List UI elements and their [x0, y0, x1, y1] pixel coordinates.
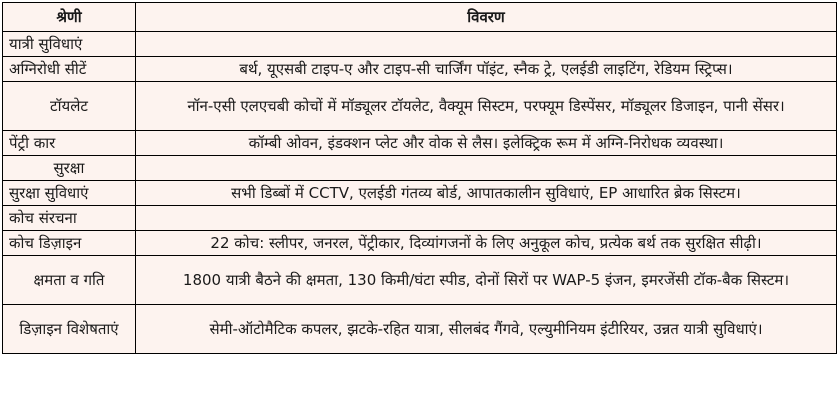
- row-description: सेमी-ऑटोमैटिक कपलर, झटके-रहित यात्रा, सीलबंद गैंगवे, एल्युमीनियम इंटीरियर, उन्नत यात्री सुविधाएं।: [136, 305, 837, 354]
- header-row: [3, 3, 837, 32]
- table-row: [3, 156, 837, 181]
- row-label: कोच संरचना: [3, 206, 136, 231]
- row-description: सभी डिब्बों में CCTV, एलईडी गंतव्य बोर्ड, आपातकालीन सुविधाएं, EP आधारित ब्रेक सिस्टम।: [136, 181, 837, 206]
- table-row: [3, 206, 837, 231]
- table-row: [3, 82, 837, 131]
- table-row: [3, 305, 837, 354]
- row-description: 1800 यात्री बैठने की क्षमता, 130 किमी/घंटा स्पीड, दोनों सिरों पर WAP-5 इंजन, इमरजेंसी टॉक-बैक सिस्टम।: [136, 256, 837, 305]
- table-row: [3, 231, 837, 256]
- row-label: सुरक्षा सुविधाएं: [3, 181, 136, 206]
- row-label: पेंट्री कार: [3, 131, 136, 156]
- table-row: [3, 57, 837, 82]
- table-row: [3, 181, 837, 206]
- row-label: टॉयलेट: [3, 82, 136, 131]
- header-category: श्रेणी: [3, 3, 136, 32]
- features-table: [2, 2, 837, 354]
- row-label: कोच डिज़ाइन: [3, 231, 136, 256]
- row-description: [136, 156, 837, 181]
- row-label: सुरक्षा: [3, 156, 136, 181]
- table-row: [3, 256, 837, 305]
- row-label: यात्री सुविधाएं: [3, 32, 136, 57]
- row-description: बर्थ, यूएसबी टाइप-ए और टाइप-सी चार्जिंग पॉइंट, स्नैक ट्रे, एलईडी लाइटिंग, रेडियम स्ट्रिप्स।: [136, 57, 837, 82]
- row-description: 22 कोच: स्लीपर, जनरल, पेंट्रीकार, दिव्यांगजनों के लिए अनुकूल कोच, प्रत्येक बर्थ तक सुरक्षित सीढ़ी।: [136, 231, 837, 256]
- row-label: डिज़ाइन विशेषताएं: [3, 305, 136, 354]
- row-description: कॉम्बी ओवन, इंडक्शन प्लेट और वोक से लैस। इलेक्ट्रिक रूम में अग्नि-निरोधक व्यवस्था।: [136, 131, 837, 156]
- table-row: [3, 131, 837, 156]
- row-description: नॉन-एसी एलएचबी कोचों में मॉड्यूलर टॉयलेट, वैक्यूम सिस्टम, परफ्यूम डिस्पेंसर, मॉड्यूलर डिजाइन, पानी सेंसर।: [136, 82, 837, 131]
- row-label: क्षमता व गति: [3, 256, 136, 305]
- row-description: [136, 32, 837, 57]
- row-description: [136, 206, 837, 231]
- header-description: विवरण: [136, 3, 837, 32]
- table-row: [3, 32, 837, 57]
- row-label: अग्निरोधी सीटें: [3, 57, 136, 82]
